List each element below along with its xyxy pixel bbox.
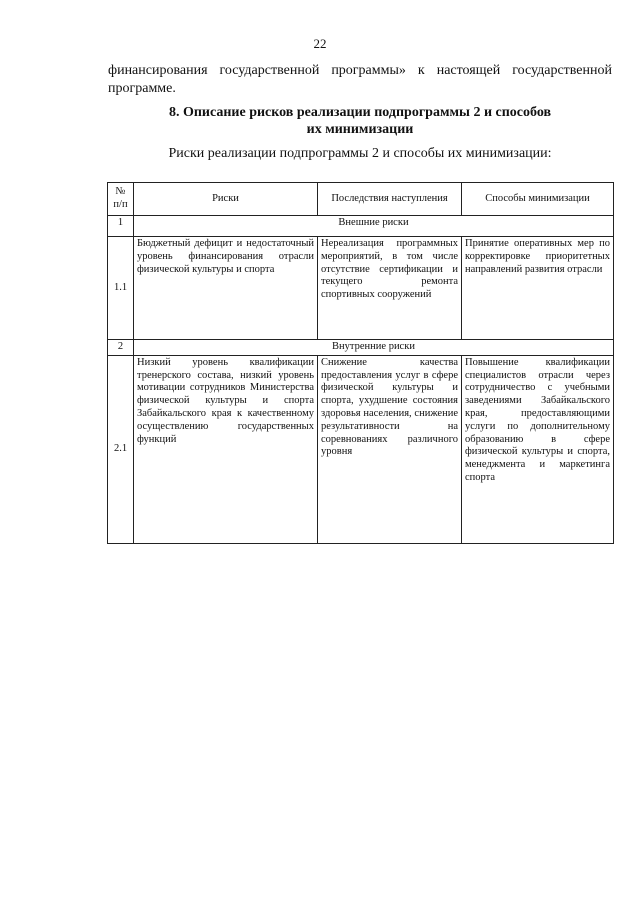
risk-cell: Низкий уровень квалификации тренерского состава, низкий уровень мотивации сотрудников Министерства физической культуры и спорта Забайкальского края к качественному осуществлению государственных функций: [134, 355, 318, 543]
intro-paragraph: Риски реализации подпрограммы 2 и способы их минимизации:: [168, 146, 552, 161]
header-consequences: Последствия наступления: [318, 183, 462, 216]
group-title-external: Внешние риски: [134, 216, 614, 237]
row-num: 2.1: [108, 355, 134, 543]
header-risks: Риски: [134, 183, 318, 216]
risk-cell: Бюджетный дефицит и недостаточный уровень финансирования отрасли физической культуры и спорта: [134, 237, 318, 340]
section-heading-line-1: 8. Описание рисков реализации подпрограммы 2 и способов: [168, 105, 552, 120]
group-title-internal: Внутренние риски: [134, 340, 614, 356]
consequence-cell: Нереализация программных мероприятий, в том числе отсутствие сертификации и текущего ремонта спортивных сооружений: [318, 237, 462, 340]
page-number: 22: [313, 36, 327, 51]
table-row: [108, 355, 614, 543]
group-num: 1: [108, 216, 134, 237]
continuation-paragraph: финансирования государственной программы» к настоящей государственной программе.: [108, 63, 612, 96]
group-num: 2: [108, 340, 134, 356]
consequence-cell: Снижение качества предоставления услуг в сфере физической культуры и спорта, ухудшение состояния здоровья населения, снижение результативности на соревнованиях различного уровня: [318, 355, 462, 543]
header-mitigation: Способы минимизации: [462, 183, 614, 216]
group-row-internal: [108, 340, 614, 356]
group-row-external: [108, 216, 614, 237]
row-num: 1.1: [108, 237, 134, 340]
table-header-row: [108, 183, 614, 216]
risk-table: [107, 182, 614, 544]
section-heading: [108, 104, 612, 138]
table-row: [108, 237, 614, 340]
mitigation-cell: Повышение квалификации специалистов отрасли через сотрудничество с учебными заведениями Забайкальского края, предоставляющими услуги по дополнительному образованию в сфере физической культуры и спорта, менеджмента и маркетинга спорта: [462, 355, 614, 543]
mitigation-cell: Принятие оперативных мер по корректировке приоритетных направлений развития отрасли: [462, 237, 614, 340]
section-heading-line-2: их минимизации: [306, 122, 414, 137]
header-num: № п/п: [108, 183, 134, 216]
